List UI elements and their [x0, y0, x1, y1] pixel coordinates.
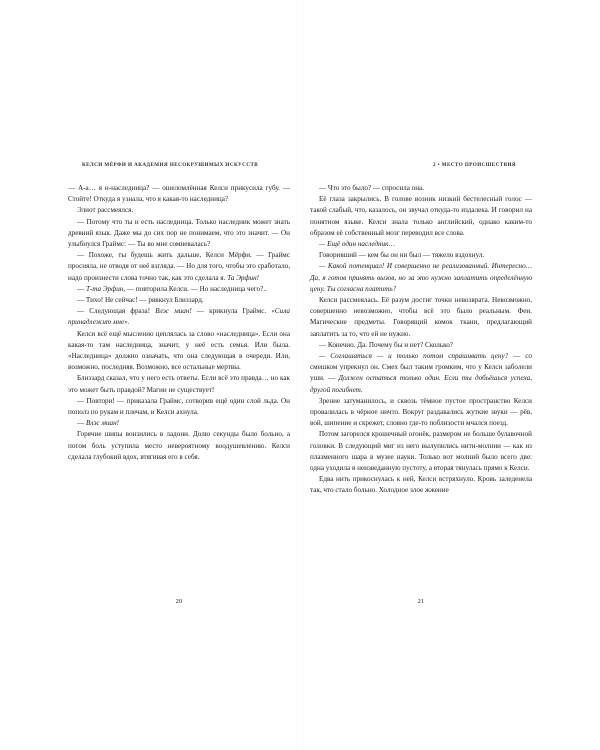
paragraph: — Конечно. Да. Почему бы и нет? Сколько? — [319, 340, 453, 349]
paragraph: — Соглашаться — и только потом спрашивать цену? — со смешком упрекнул он. Смех был таким громким, что у Келси заболели уши. — Должен остаться только один. Если ты добьёшься успеха, другой погибнет. — [310, 352, 533, 394]
paragraph: Близзард сказал, что у него есть ответы. Если всё это правда… но как это может быть правдой? Магии не существует! — [68, 374, 290, 394]
left-page-body — [68, 183, 290, 463]
right-page-text-block — [310, 160, 532, 580]
paragraph: — Что это было? — спросила она. — [319, 184, 425, 192]
paragraph: — Какой потенциал! И совершенно не реализованный. Интересно… Да, я готов принять вызов, но за это нужно заплатить определённую цену. Ты согласна платить? — [310, 262, 532, 293]
paragraph: Потом загорелся крошечный огонёк, размером не больше булавочной головки. В следующий миг из него вылупились нити-молнии — как из плазменного шара в музее науки. Только вот молний было всего две: одна уходила в неизведанную пустоту, а вторая тянулась прямо к Келси. — [310, 430, 532, 473]
paragraph: Едва нить прикоснулась к ней, Келси встряхнуло. Кровь заледенела так, что стало больно. Холодное злое жжение — [310, 475, 532, 495]
left-page-number: 20 — [175, 598, 183, 605]
right-page-body — [310, 183, 532, 497]
paragraph: — Похоже, ты будешь жить дальше, Келси Мёрфи. — Граймс просияла, не отводя от неё взгляда. — Но для того, чтобы это сработало, надо произнести слова точно так, как это сделала я. Та Эрфин! — [68, 251, 290, 282]
paragraph: — А-а… я н-наследница? — ошеломлённая Келси прикусила губу. — Стойте! Откуда я узнала, что я какая-то наследница? — [68, 184, 290, 204]
paragraph: Келси всё ещё мысленно цеплялась за слово «наследница». Если она какая-то там наследница, значит, у неё есть семья. Или была. «Наследница» должно означать, что она следующая в очереди. Или, возможно, последняя. Возможно, все остальные мертвы. — [68, 329, 290, 372]
paragraph: Элиот рассмеялся. — [77, 206, 134, 215]
right-page-number: 21 — [417, 598, 425, 605]
paragraph: — Следующая фраза! Влэс миан! — крикнула Граймс. «Сила принадлежит мне». — [68, 307, 291, 327]
paragraph: — Влэс миан! — [77, 419, 120, 428]
paragraph: — Потому что ты и есть наследница. Только наследник может знать древний язык. Даже мы до сих пор не понимаем, что это значит. — Он улыбнулся Граймс: — Ты во мне сомневалась? — [68, 217, 290, 249]
right-page — [300, 0, 600, 750]
paragraph: — Тихо! Не сейчас! — рявкнул Близзард. — [77, 296, 204, 305]
paragraph: Говоривший — кем бы он ни был — тяжело вздохнул. — [319, 251, 485, 260]
paragraph: — Т-та Эрфин, — повторила Келси. — Но наследница чего?.. — [77, 284, 267, 293]
paragraph: — Повтори! — приказала Граймс, сотворив ещё один слой льда. Он пополз по рукам и плечам, и Келси ахнула. — [68, 396, 290, 417]
paragraph: Её глаза закрылись. В голове возник низкий бестелесный голос — такой слабый, что, казалось, он звучал откуда-то издалека. И говорил на понятном языке. Келси знала только английский, однако каким-то образом её собственный мозг переводил все слова. — [310, 195, 532, 237]
left-page-text-block — [68, 160, 290, 580]
left-running-head: КЕЛСИ МЁРФИ И АКАДЕМИЯ НЕСОКРУШИМЫХ ИСКУССТВ — [82, 162, 259, 168]
paragraph: Горячие шипы вонзились в ладони. Долю секунды было больно, а потом боль уступила место невероятному воодушевлению. Келси сделала глубокий вдох, втягивая его в себя. — [68, 430, 290, 461]
paragraph: Келси рассмеялась. Её разум достиг точки невозврата. Невозможно, совершенно невозможно, чтобы всё это было реальным. Феи. Магические предметы. Говорящий комок ткани, предлагающий заплатить за то, что ей не нужно. — [310, 296, 532, 338]
paragraph: Зрение затуманилось, и сквозь тёмное пустое пространство Келси провалилась в чёрное ничто. Вокруг раздавались жуткие звуки — рёв, вой, шипение и скрежет, словно где-то поблизости мчался поезд. — [310, 396, 532, 428]
right-running-head: 2 • МЕСТО ПРОИСШЕСТВИЯ — [433, 162, 516, 168]
paragraph: — Ещё один наследник… — [319, 240, 395, 249]
